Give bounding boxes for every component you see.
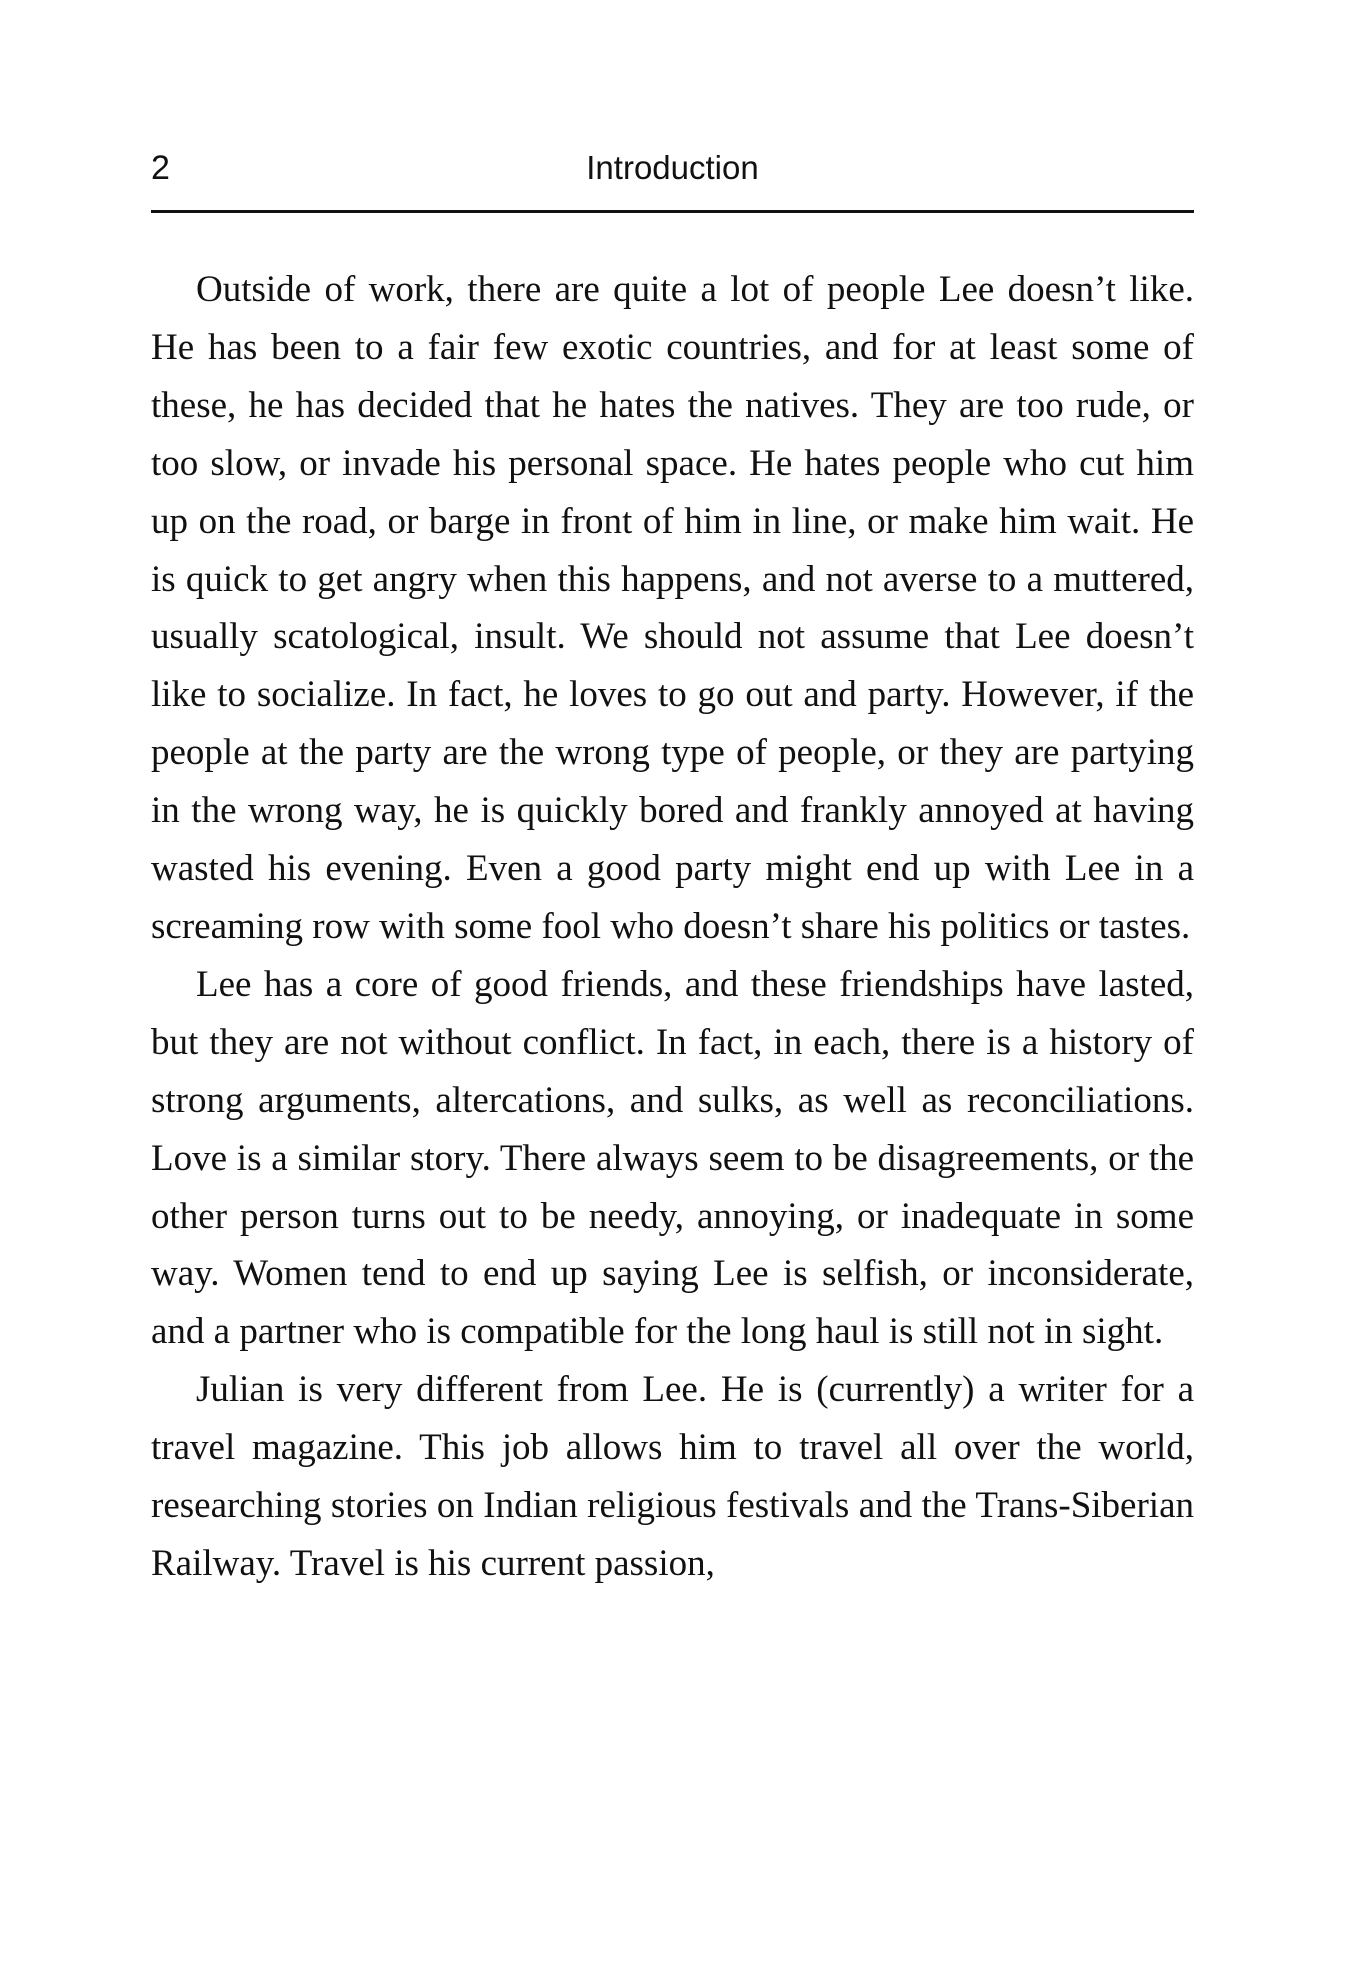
running-head: Introduction (586, 149, 759, 186)
body-text (151, 261, 1194, 1593)
page-header (151, 140, 1194, 213)
paragraph-3: Julian is very different from Lee. He is (currently) a writer for a travel magazine. This job allows him to travel all over the world, researching stories on Indian religious festivals and the Trans-Siberian Railway. Travel is his current passion, (151, 1369, 1194, 1584)
page-number: 2 (151, 149, 170, 187)
paragraph-1: Outside of work, there are quite a lot of people Lee doesn’t like. He has been to a fair few exotic countries, and for at least some of these, he has decided that he hates the natives. They are too rude, or too slow, or invade his personal space. He hates people who cut him up on the road, or barge in front of him in line, or make him wait. He is quick to get angry when this happens, and not averse to a muttered, usually scatological, insult. We should not assume that Lee doesn’t like to socialize. In fact, he loves to go out and party. However, if the people at the party are the wrong type of people, or they are partying in the wrong way, he is quickly bored and frankly annoyed at having wasted his evening. Even a good party might end up with Lee in a screaming row with some fool who doesn’t share his politics or tastes. (151, 269, 1194, 947)
paragraph-2: Lee has a core of good friends, and these friendships have lasted, but they are not without conflict. In fact, in each, there is a history of strong arguments, altercations, and sulks, as well as reconciliations. Love is a similar story. There always seem to be disagreements, or the other person turns out to be needy, annoying, or inadequate in some way. Women tend to end up saying Lee is selfish, or inconsiderate, and a partner who is compatible for the long haul is still not in sight. (151, 963, 1194, 1353)
